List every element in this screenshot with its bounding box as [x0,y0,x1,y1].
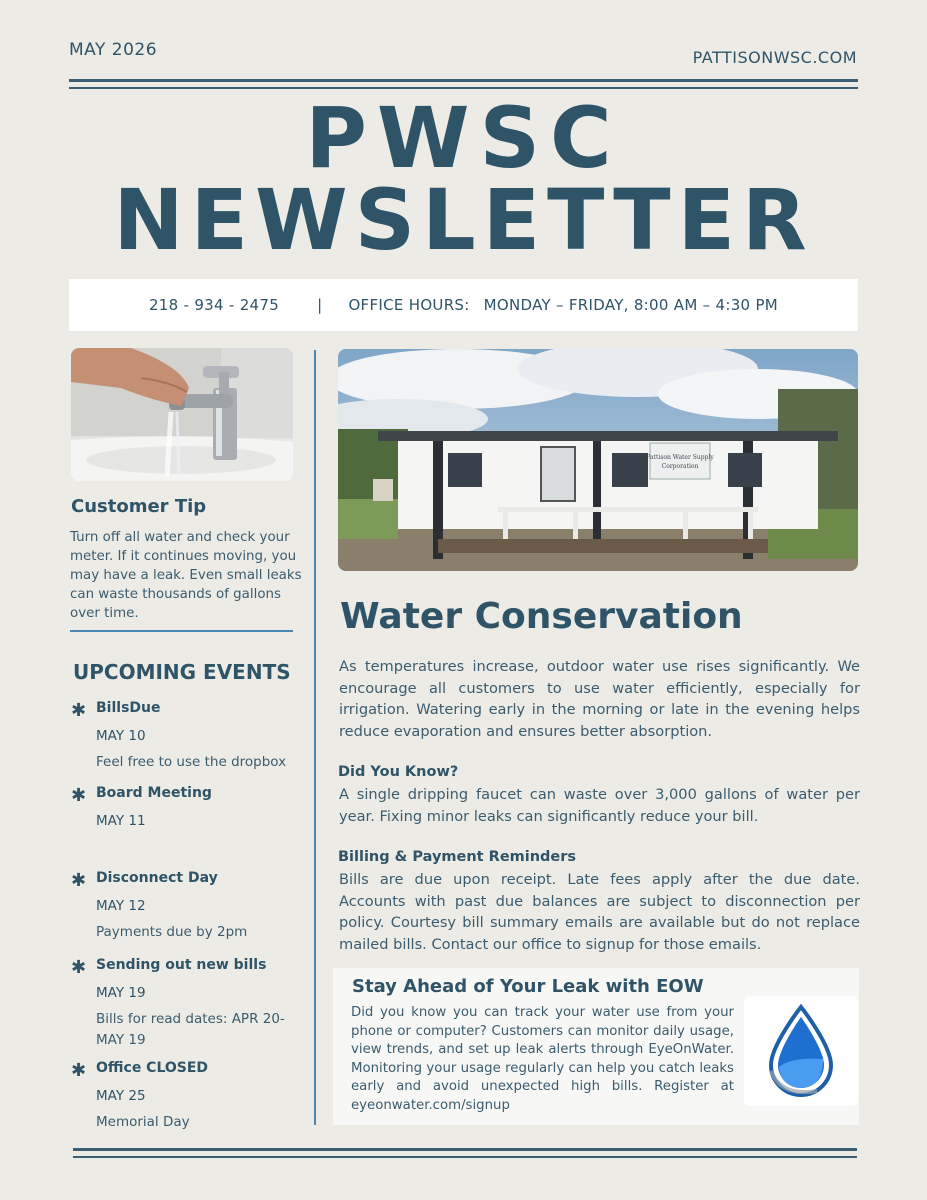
title-line-1: PWSC [305,89,622,187]
title-line-2: NEWSLETTER [113,171,814,269]
office-building-photo [338,349,858,571]
billing-body: Bills are due upon receipt. Late fees apply after the due date. Accounts with past due balances are subject to disconnection per policy. Courtesy bill summary emails are available but do not replace mailed bills. Contact our office to signup for those emails. [339,871,860,953]
event-date: MAY 10 [96,728,146,744]
asterisk-icon: ✱ [71,700,87,721]
billing-heading: Billing & Payment Reminders [338,849,577,865]
issue-date: MAY 2026 [69,40,158,60]
hours-label: OFFICE HOURS: [348,296,470,314]
website-link[interactable]: PATTISONWSC.COM [692,48,857,67]
event-note: Bills for read dates: APR 20-MAY 19 [96,1011,285,1048]
event-date: MAY 25 [96,1088,146,1104]
eow-body: Did you know you can track your water use from your phone or computer? Customers can monitor daily usage, view trends, and set up leak alerts through EyeOnWater. Monitoring your usage regularly can help you catch leaks early and avoid unexpected high bills. Register at eyeonwater.com/signup [351,1005,734,1113]
asterisk-icon: ✱ [71,870,87,891]
did-you-know-heading: Did You Know? [338,764,459,780]
event-name: BillsDue [96,700,161,716]
eow-logo [744,996,858,1106]
customer-tip-body: Turn off all water and check your meter. If it continues moving, you may have a leak. Even small leaks can waste thousands of gallons over time. [70,530,302,621]
event-date: MAY 19 [96,985,146,1001]
contact-bar [69,279,858,331]
eow-heading: Stay Ahead of Your Leak with EOW [352,976,704,997]
event-date: MAY 11 [96,813,146,829]
event-name: Sending out new bills [96,957,267,973]
water-drop-icon [761,1001,841,1101]
header-rule-top [69,79,858,82]
faucet-photo [71,348,293,481]
hours-value: MONDAY – FRIDAY, 8:00 AM – 4:30 PM [483,296,779,314]
faucet-illustration [71,348,293,481]
asterisk-icon: ✱ [71,1060,87,1081]
event-note: Payments due by 2pm [96,924,248,940]
svg-text:Corporation: Corporation [661,463,699,470]
event-date: MAY 12 [96,898,146,914]
event-name: Disconnect Day [96,870,218,886]
building-sign-text: Pattison Water Supply [646,454,714,461]
main-heading: Water Conservation [340,596,743,637]
event-note: Memorial Day [96,1114,190,1130]
event-name: Board Meeting [96,785,212,801]
customer-tip-heading: Customer Tip [71,496,207,517]
tip-divider [70,630,293,632]
bar-separator: | [317,296,323,314]
footer-rule-bottom [73,1156,857,1158]
did-you-know-body: A single dripping faucet can waste over 3,000 gallons of water per year. Fixing minor leaks can significantly reduce your bill. [339,786,860,825]
asterisk-icon: ✱ [71,785,87,806]
asterisk-icon: ✱ [71,957,87,978]
events-heading: UPCOMING EVENTS [73,660,291,684]
event-note: Feel free to use the dropbox [96,754,287,770]
column-divider [314,350,316,1125]
footer-rule-top [73,1148,857,1151]
phone-number[interactable]: 218 - 934 - 2475 [148,296,280,314]
building-illustration [338,349,858,571]
conservation-intro: As temperatures increase, outdoor water use rises significantly. We encourage all customers to use water efficiently, especially for irrigation. Watering early in the morning or late in the evening helps reduce evaporation and ensures better absorption. [339,658,860,740]
event-name: Office CLOSED [96,1060,209,1076]
